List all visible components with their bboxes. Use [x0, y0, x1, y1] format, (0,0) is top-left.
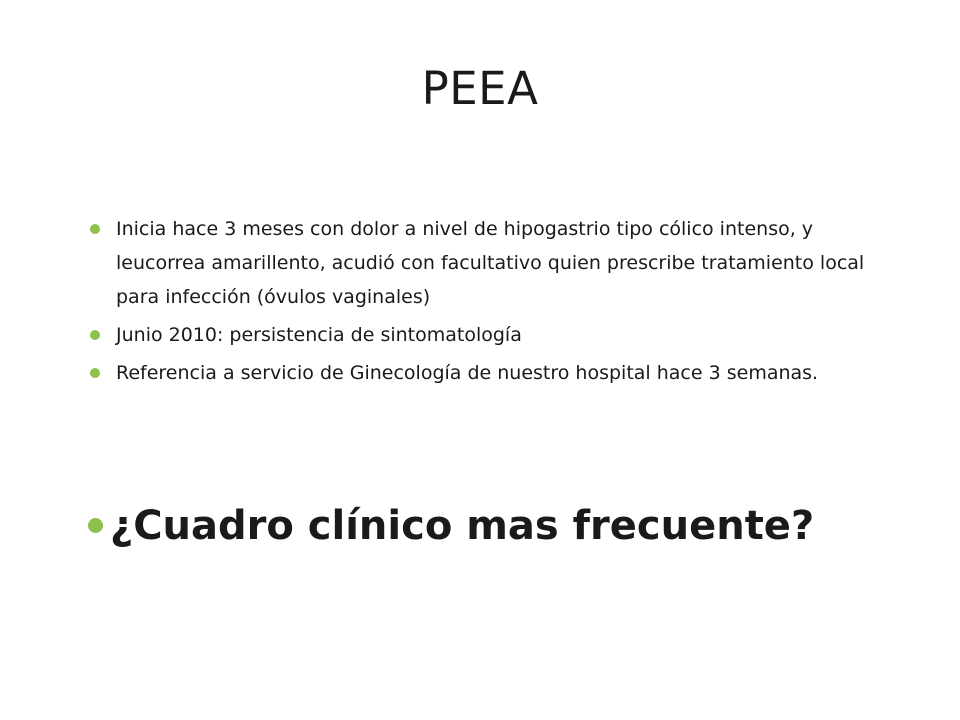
question-bullet — [110, 500, 910, 552]
bullet-dot-icon — [90, 330, 100, 340]
bullet-text: Junio 2010: persistencia de sintomatología — [116, 324, 522, 346]
bullet-item — [116, 318, 876, 352]
question-text: ¿Cuadro clínico mas frecuente? — [110, 503, 815, 549]
bullet-text: Referencia a servicio de Ginecología de nuestro hospital hace 3 semanas. — [116, 362, 819, 384]
bullet-dot-icon — [90, 224, 100, 234]
bullet-dot-icon — [88, 518, 103, 533]
bullet-list — [0, 212, 960, 394]
bullet-item — [116, 356, 876, 390]
bullet-item — [116, 212, 876, 314]
bullet-text: Inicia hace 3 meses con dolor a nivel de hipogastrio tipo cólico intenso, y leucorrea amarillento, acudió con facultativo quien prescribe tratamiento local para infección (óvulos vaginales) — [116, 218, 865, 308]
slide-title: PEEA — [421, 62, 539, 115]
bullet-dot-icon — [90, 368, 100, 378]
